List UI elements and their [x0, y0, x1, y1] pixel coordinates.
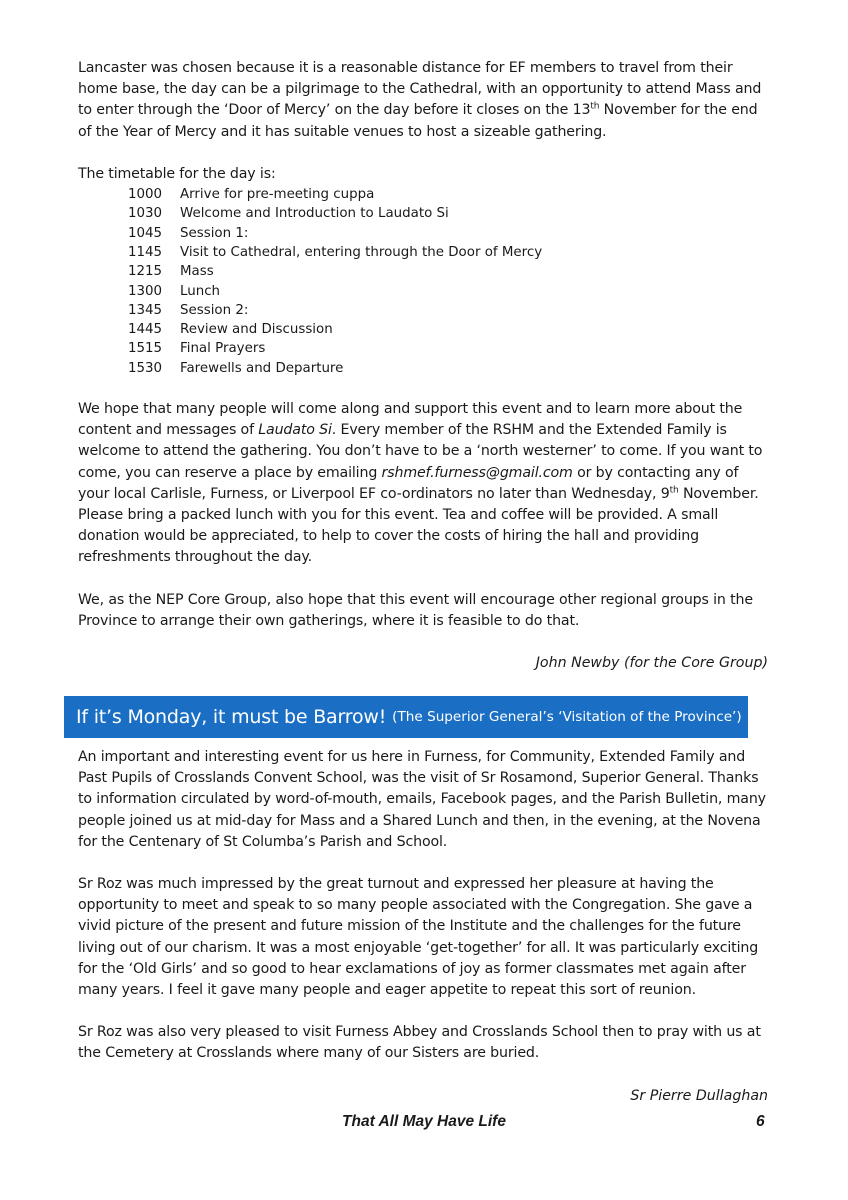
turnout-paragraph: Sr Roz was much impressed by the great turnout and expressed her pleasure at having the opportunity to meet and speak to so many people associated with the Congregation. She gave a vivid picture of the present and future mission of the Institute and the challenges for the future living out of our charism. It was a most enjoyable ‘get-together’ for all. It was particularly exciting for the ‘Old Girls’ and so good to hear exclamations of joy as former classmates met again after many years. I feel it gave many people and eager appetite to repeat this sort of reunion.: [78, 876, 759, 999]
visit-paragraph: An important and interesting event for us here in Furness, for Community, Extended Family and Past Pupils of Crosslands Convent School, was the visit of Sr Rosamond, Superior General. Thanks to information circulated by word-of-mouth, emails, Facebook pages, and the Parish Bulletin, many people joined us at mid-day for Mass and a Shared Lunch and then, in the evening, at the Novena for the Centenary of St Columba’s Parish and School.: [78, 749, 766, 850]
timetable-row: [128, 185, 768, 204]
timetable-time: 1530: [128, 360, 163, 376]
timetable-row: [128, 224, 768, 243]
banner-subtitle: (The Superior General’s ‘Visitation of the Province’): [392, 709, 742, 725]
timetable-row: [128, 262, 768, 281]
timetable-time: 1145: [128, 244, 163, 260]
page-number: 6: [756, 1113, 765, 1130]
timetable-time: 1030: [128, 206, 163, 222]
timetable-time: 1215: [128, 264, 163, 280]
timetable-row: [128, 339, 768, 358]
timetable-event: Welcome and Introduction to Laudato Si: [180, 206, 449, 222]
timetable-event: Review and Discussion: [180, 322, 333, 338]
timetable-event: Arrive for pre-meeting cuppa: [180, 187, 375, 203]
core-group-paragraph: We, as the NEP Core Group, also hope that this event will encourage other regional groups in the Province to arrange their own gatherings, where it is feasible to do that.: [78, 591, 753, 629]
timetable-event: Lunch: [180, 283, 221, 299]
page-footer: [0, 1113, 848, 1133]
timetable-time: 1515: [128, 341, 163, 357]
timetable-time: 1345: [128, 302, 163, 318]
signature-john-newby: John Newby (for the Core Group): [535, 655, 768, 672]
timetable-time: 1000: [128, 187, 163, 203]
banner-title: If it’s Monday, it must be Barrow!: [76, 706, 387, 728]
timetable-row: [128, 243, 768, 262]
article-top: [78, 58, 768, 674]
timetable-intro: The timetable for the day is:: [78, 165, 276, 182]
signature-pierre-dullaghan: Sr Pierre Dullaghan: [630, 1087, 768, 1104]
timetable-event: Visit to Cathedral, entering through the Door of Mercy: [180, 244, 543, 260]
article-bottom: [78, 747, 768, 1107]
timetable-event: Session 2:: [180, 302, 249, 318]
timetable-row: [128, 282, 768, 301]
timetable-event: Farewells and Departure: [180, 360, 344, 376]
timetable: [128, 185, 768, 378]
timetable-time: 1045: [128, 225, 163, 241]
abbey-paragraph: Sr Roz was also very pleased to visit Furness Abbey and Crosslands School then to pray with us at the Cemetery at Crosslands where many of our Sisters are buried.: [78, 1024, 761, 1062]
contact-email: rshmef.furness@gmail.com: [381, 464, 573, 481]
invitation-paragraph: We hope that many people will come along and support this event and to learn more about the content and messages of Laudato Si. Every member of the RSHM and the Extended Family is welcome to attend the gathering. You don’t have to be a ‘north westerner’ to come. If you want to come, you can reserve a place by emailing rshmef.furness@gmail.com or by contacting any of your local Carlisle, Furness, or Liverpool EF co-ordinators no later than Wednesday, 9th November. Please bring a packed lunch with you for this event. Tea and coffee will be provided. A small donation would be appreciated, to help to cover the costs of hiring the hall and providing refreshments throughout the day.: [78, 400, 763, 566]
timetable-row: [128, 359, 768, 378]
timetable-row: [128, 320, 768, 339]
timetable-event: Mass: [180, 264, 214, 280]
timetable-event: Final Prayers: [180, 341, 266, 357]
section-banner: [64, 696, 748, 738]
intro-paragraph: Lancaster was chosen because it is a reasonable distance for EF members to travel from their home base, the day can be a pilgrimage to the Cathedral, with an opportunity to attend Mass and to enter through the ‘Door of Mercy’ on the day before it closes on the 13th November for the end of the Year of Mercy and it has suitable venues to host a sizeable gathering.: [78, 60, 762, 140]
timetable-row: [128, 301, 768, 320]
footer-title: That All May Have Life: [342, 1113, 506, 1130]
timetable-time: 1300: [128, 283, 163, 299]
timetable-row: [128, 204, 768, 223]
timetable-event: Session 1:: [180, 225, 249, 241]
timetable-time: 1445: [128, 322, 163, 338]
